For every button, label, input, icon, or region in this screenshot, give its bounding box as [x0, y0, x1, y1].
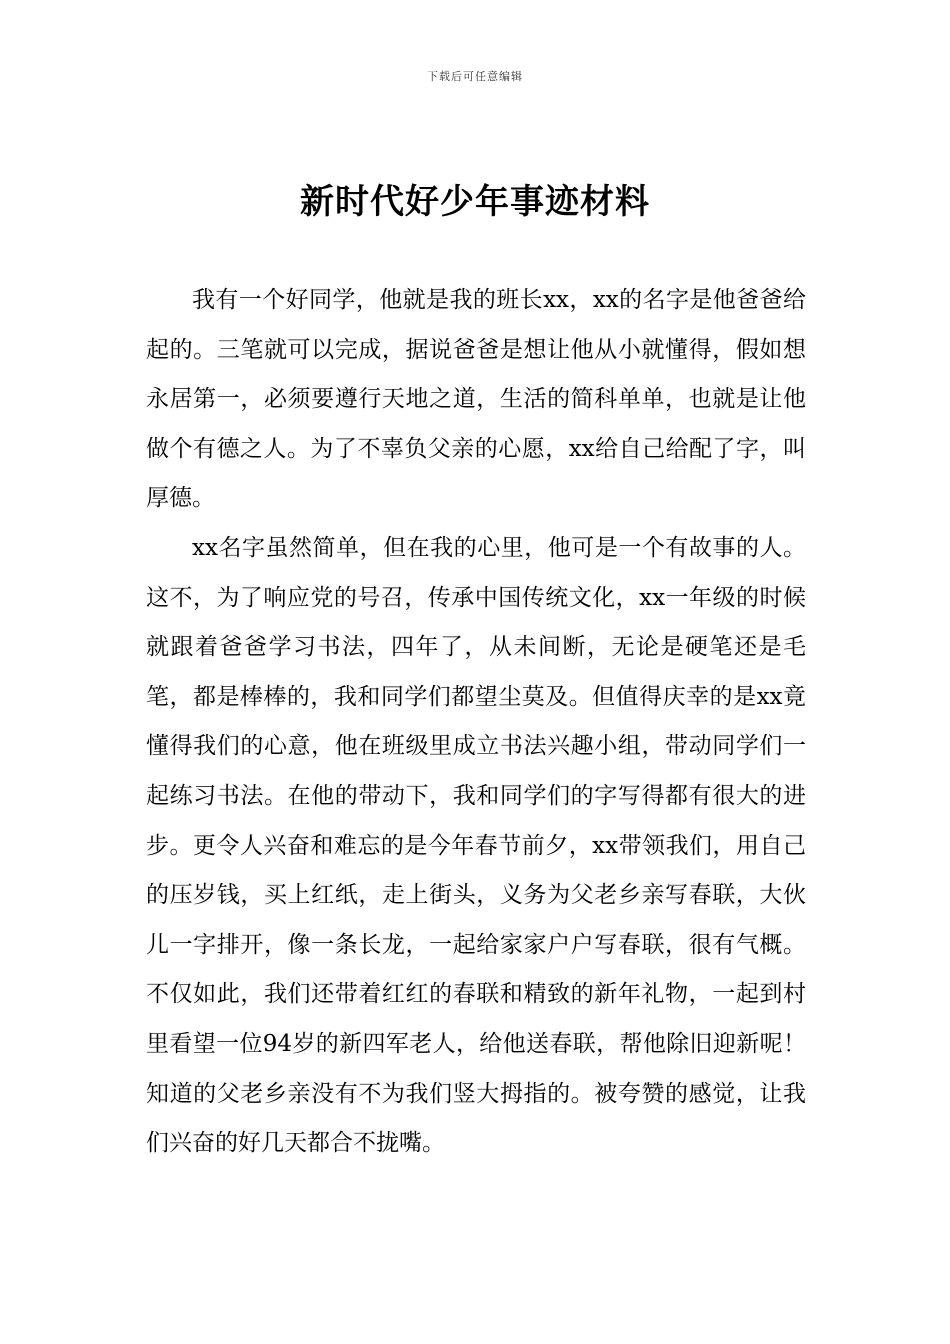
paragraph-2: xx名字虽然简单，但在我的心里，他可是一个有故事的人。这不，为了响应党的号召，传承中国传统文化，xx一年级的时候就跟着爸爸学习书法，四年了，从未间断，无论是硬笔还是毛笔，都是棒棒的，我和同学们都望尘莫及。但值得庆幸的是xx竟懂得我们的心意，他在班级里成立书法兴趣小组，带动同学们一起练习书法。在他的带动下，我和同学们的字写得都有很大的进步。更令人兴奋和难忘的是今年春节前夕，xx带领我们，用自己的压岁钱，买上红纸，走上街头，义务为父老乡亲写春联，大伙儿一字排开，像一条长龙，一起给家家户户写春联，很有气概。不仅如此，我们还带着红红的春联和精致的新年礼物，一起到村里看望一位94岁的新四军老人，给他送春联，帮他除旧迎新呢！知道的父老乡亲没有不为我们竖大拇指的。被夸赞的感觉，让我们兴奋的好几天都合不拢嘴。 — [146, 534, 806, 1157]
document-body — [146, 276, 806, 1169]
document-title: 新时代好少年事迹材料 — [300, 182, 650, 222]
header-note: 下载后可任意编辑 — [427, 70, 523, 83]
paragraph-1: 我有一个好同学，他就是我的班长xx，xx的名字是他爸爸给起的。三笔就可以完成，据说爸爸是想让他从小就懂得，假如想永居第一，必须要遵行天地之道，生活的简科单单，也就是让他做个有德之人。为了不辜负父亲的心愿，xx给自己给配了字，叫厚德。 — [146, 287, 806, 512]
